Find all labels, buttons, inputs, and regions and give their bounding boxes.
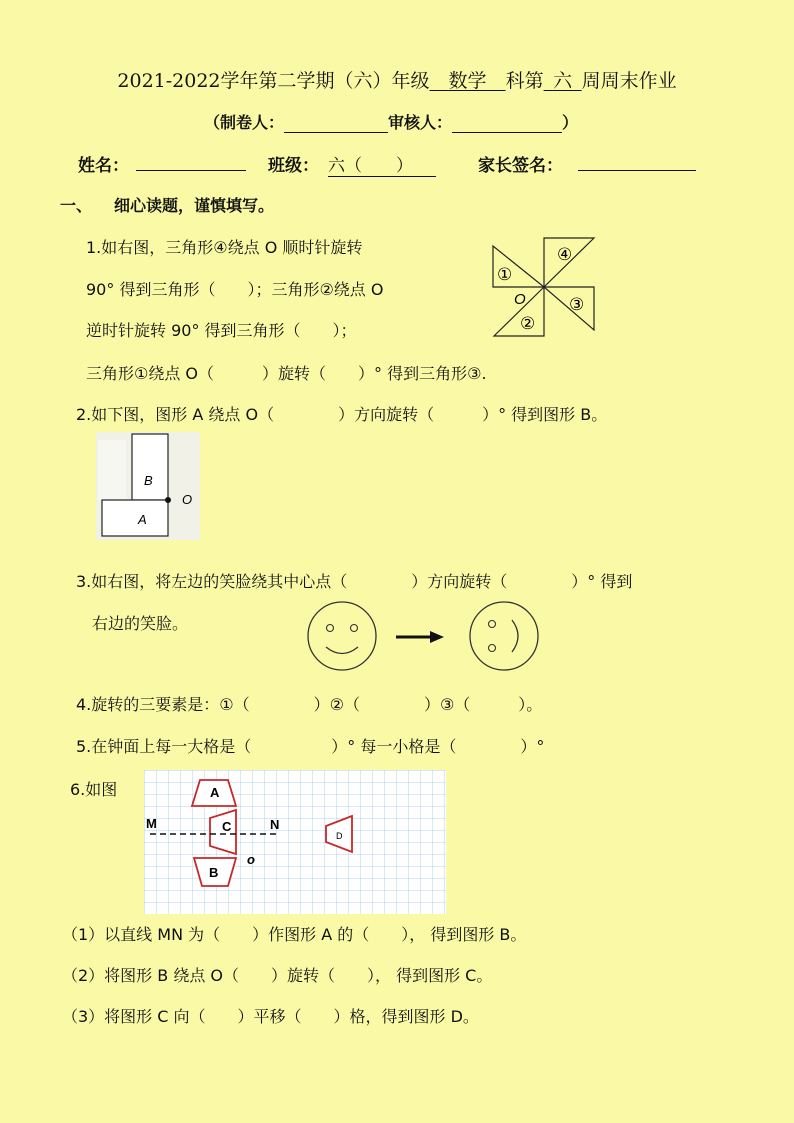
class-field[interactable]: 六（ ） xyxy=(328,151,436,177)
label-a: A xyxy=(138,512,147,527)
name-field[interactable] xyxy=(136,152,246,171)
q1-line3: 逆时针旋转 90° 得到三角形（ ）； xyxy=(86,321,357,340)
q1-line1: 1.如右图，三角形④绕点 O 顺时针旋转 xyxy=(86,238,363,257)
q3-line2: 右边的笑脸。 xyxy=(92,614,189,633)
title-subject: 数学 xyxy=(448,70,487,92)
label-3: ③ xyxy=(569,295,585,314)
title-year: 2021-2022 xyxy=(117,70,221,92)
label-m: M xyxy=(146,816,157,831)
q1-line4: 三角形①绕点 O（ ）旋转（ ）° 得到三角形③. xyxy=(86,364,487,383)
label-4: ④ xyxy=(557,245,573,264)
parent-label: 家长签名： xyxy=(478,156,563,176)
class-label: 班级： xyxy=(268,156,319,176)
q1-line2: 90° 得到三角形（ ）；三角形②绕点 O xyxy=(86,280,384,299)
q6-label: 6.如图 xyxy=(70,780,118,799)
q3-line1: 3.如右图，将左边的笑脸绕其中心点（ ）方向旋转（ ）° 得到 xyxy=(76,572,633,591)
shape-b xyxy=(132,434,168,500)
parent-field[interactable] xyxy=(578,152,696,171)
section-number: 一、 xyxy=(60,196,93,215)
title-week: 六 xyxy=(553,70,573,92)
q2-text: 2.如下图，图形 A 绕点 O（ ）方向旋转（ ）° 得到图形 B。 xyxy=(76,405,608,424)
label-b: B xyxy=(144,473,153,488)
q6-sub3: （3）将图形 C 向（ ）平移（ ）格，得到图形 D。 xyxy=(62,1007,479,1026)
smiley-left-icon xyxy=(308,602,376,670)
label-o: O xyxy=(182,492,193,507)
label-d: D xyxy=(336,831,343,841)
title-part: 周周末作业 xyxy=(581,70,677,92)
page-title xyxy=(0,66,794,93)
pinwheel-figure xyxy=(486,232,598,340)
label-1: ① xyxy=(497,265,513,284)
grid-background xyxy=(144,770,446,914)
q6-grid-figure xyxy=(144,770,446,914)
label-o: o xyxy=(247,852,255,867)
maker-label: （制卷人： xyxy=(204,113,285,132)
smiley-figure xyxy=(306,600,542,674)
maker-line xyxy=(204,110,578,133)
label-n: N xyxy=(270,817,280,832)
smiley-right-icon xyxy=(470,602,538,670)
q6-sub1: （1）以直线 MN 为（ ）作图形 A 的（ ）， 得到图形 B。 xyxy=(62,925,527,944)
label-2: ② xyxy=(520,314,536,333)
label-o: O xyxy=(514,291,526,308)
label-b: B xyxy=(209,865,219,880)
title-part: 学年第二学期（六）年级 xyxy=(220,70,430,92)
reviewer-blank[interactable] xyxy=(452,114,562,133)
q6-sub2: （2）将图形 B 绕点 O（ ）旋转（ ）， 得到图形 C。 xyxy=(62,966,493,985)
close-paren: ） xyxy=(562,113,579,132)
section-heading xyxy=(60,193,274,216)
reviewer-label: 审核人： xyxy=(388,113,453,132)
maker-blank[interactable] xyxy=(284,114,388,133)
q2-figure xyxy=(96,432,200,540)
label-a: A xyxy=(210,785,220,800)
point-o xyxy=(165,497,171,503)
shape-a xyxy=(102,500,168,536)
section-title: 细心读题，谨慎填写。 xyxy=(114,196,275,215)
arrow-right-icon xyxy=(396,631,444,643)
label-c: C xyxy=(222,819,232,834)
q5-text: 5.在钟面上每一大格是（ ）° 每一小格是（ ）° xyxy=(76,737,545,756)
q4-text: 4.旋转的三要素是：①（ ）②（ ）③（ ）。 xyxy=(76,695,543,714)
name-label: 姓名： xyxy=(78,156,129,176)
title-part: 科第 xyxy=(505,70,544,92)
